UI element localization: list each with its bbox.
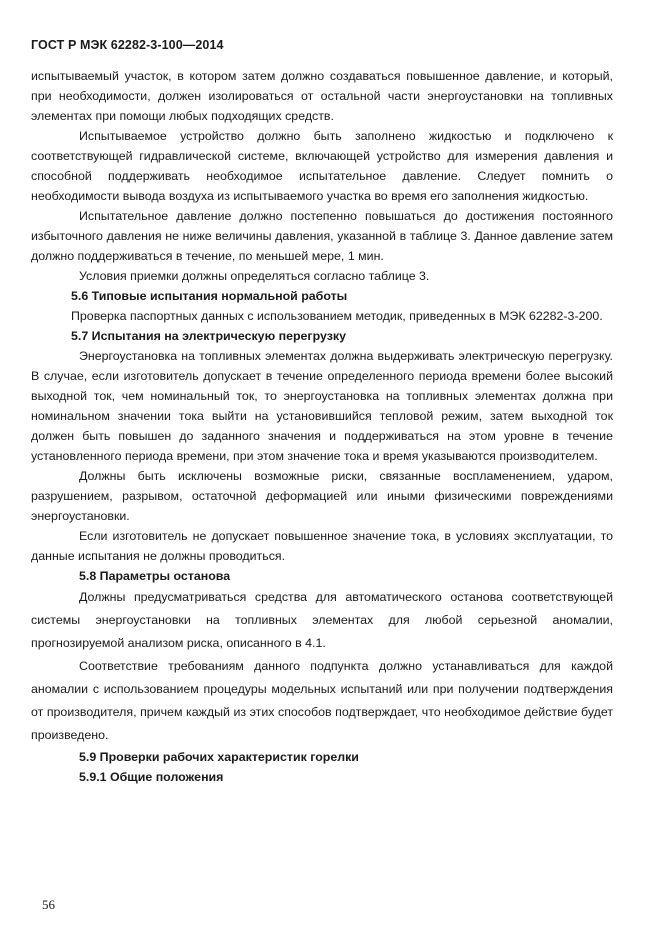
heading-5-8: 5.8 Параметры останова: [79, 569, 231, 583]
paragraph-no-overload: Если изготовитель не допускает повышенное значение тока, в условиях эксплуатации, то данные испытания не должны проводиться.: [31, 529, 613, 563]
paragraph-auto-shutdown: Должны предусматриваться средства для автоматического останова соответствующей системы энергоустановки на топливных элементах для любой серьезной аномалии, прогнозируемой анализом риска, описанного в 4.1.: [31, 590, 613, 650]
heading-5-6: 5.6 Типовые испытания нормальной работы: [71, 289, 348, 303]
paragraph-continuation: испытываемый участок, в котором затем должно создаваться повышенное давление, и который, при необходимости, должен изолироваться от остальной части энергоустановки на топливных элементах при помощи любых подходящих средств.: [31, 69, 613, 123]
paragraph-overload: Энергоустановка на топливных элементах должна выдерживать электрическую перегрузку. В случае, если изготовитель допускает в течение определенного периода времени более высокий выходной ток, чем номинальный ток, то энергоустановка на топливных элементах должна при номинальном значении тока выйти на установившийся тепловой режим, затем выходной ток должен быть повышен до заданного значения и поддерживаться на этом уровне в течение установленного периода времени, при этом значение тока и время указываются производителем.: [31, 349, 613, 463]
paragraph-passport-check: Проверка паспортных данных с использованием методик, приведенных в МЭК 62282-3-200.: [71, 309, 603, 323]
heading-5-7: 5.7 Испытания на электрическую перегрузку: [71, 329, 346, 343]
paragraph-fill-liquid: Испытываемое устройство должно быть заполнено жидкостью и подключено к соответствующей гидравлической системе, включающей устройство для измерения давления и способной поддерживать необходимое испытательное давление. Следует помнить о необходимости вывода воздуха из испытываемого участка во время его заполнения жидкостью.: [31, 129, 613, 203]
heading-5-9-1: 5.9.1 Общие положения: [79, 770, 224, 784]
paragraph-acceptance: Условия приемки должны определяться согласно таблице 3.: [79, 269, 430, 283]
paragraph-risks: Должны быть исключены возможные риски, связанные воспламенением, ударом, разрушением, разрывом, остаточной деформацией или иными физическими повреждениями энергоустановки.: [31, 469, 613, 523]
document-header: ГОСТ Р МЭК 62282-3-100—2014: [31, 38, 224, 52]
page-body: [31, 66, 613, 787]
page-number: 56: [42, 897, 55, 912]
paragraph-compliance: Соответствие требованиям данного подпункта должно устанавливаться для каждой аномалии с использованием процедуры модельных испытаний или при получении подтверждения от производителя, причем каждый из этих способов подтверждает, что необходимое действие будет произведено.: [31, 659, 613, 742]
section-5-8: [31, 566, 613, 787]
heading-5-9: 5.9 Проверки рабочих характеристик горелки: [79, 750, 359, 764]
paragraph-test-pressure: Испытательное давление должно постепенно повышаться до достижения постоянного избыточного давления не ниже величины давления, указанной в таблице 3. Данное давление затем должно поддерживаться в течение, по меньшей мере, 1 мин.: [31, 209, 613, 263]
